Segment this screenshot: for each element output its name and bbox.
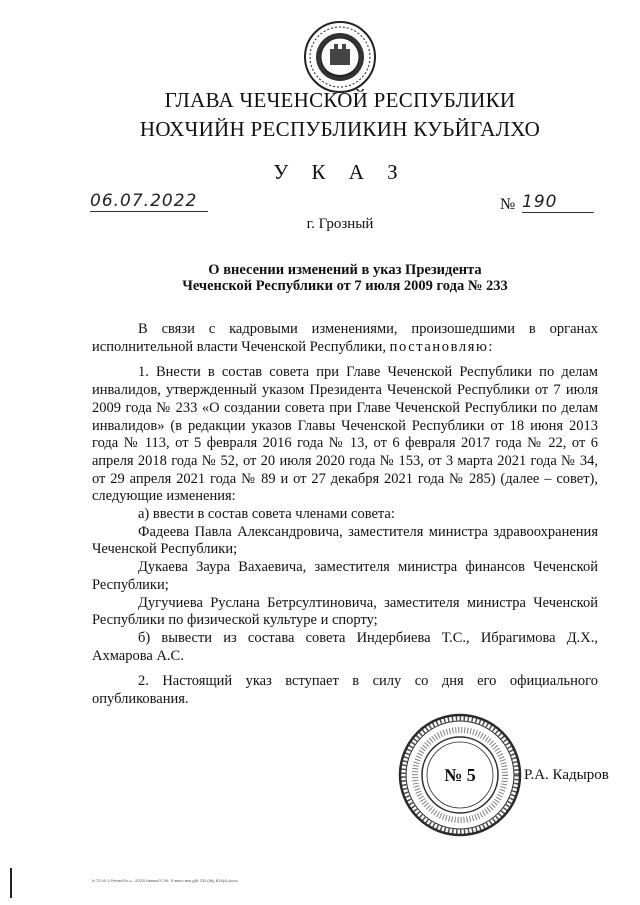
clause-1: 1. Внести в состав совета при Главе Чеченской Республики по делам инвалидов, утвержденный указом Президента Чеченской Республики от 7 июля 2009 года № 233 «О создании совета при Главе Чеченской Республики по делам инвалидов» (в редакции указов Главы Чеченской Республики от 18 июня 2013 года № 113, от 5 февраля 2016 года № 13, от 6 февраля 2017 года № 22, от 6 апреля 2018 года № 52, от 20 июля 2020 года № 153, от 3 марта 2021 года № 34, от 29 апреля 2021 года № 89 и от 27 декабря 2021 года № 285) (далее – совет), следующие изменения: [92,364,598,505]
stamp-number: № 5 [444,765,476,785]
signer-name: Р.А. Кадыров [524,767,609,783]
title-line-1: О внесении изменений в указ Президента [208,262,482,278]
header-line-2: НОХЧИЙН РЕСПУБЛИКИН КУЬЙГАЛХО [139,117,541,141]
resolve-word: постановляю: [389,338,495,355]
document-date: 06.07.2022 [90,191,208,212]
title-line-2: Чеченской Республики от 7 июля 2009 года № 233 [182,278,508,294]
member-3: Дугучиева Руслана Бетрсултиновича, заместителя министра Чеченской Республики по физической культуре и спорту; [92,594,598,629]
footer-code: N 73.40.1 Primer20r-o - 2022/1/вано/07.06. Ф.вело вер.д/В 233 (96)-В16(4)-dooc [92,878,238,883]
clause-1a: а) ввести в состав совета членами совета: [138,506,395,523]
city: г. Грозный [306,216,374,232]
intro-paragraph [92,321,598,356]
scan-edge-line [10,868,12,898]
official-stamp [397,712,523,838]
member-2: Дукаева Заура Вахаевича, заместителя министра финансов Чеченской Республики; [92,559,598,593]
clause-2: 2. Настоящий указ вступает в силу со дня его официального опубликования. [92,673,598,708]
intro-text: В связи с кадровыми изменениями, произошедшими в органах исполнительной власти Чеченской Республики, [92,321,598,355]
member-1: Фадеева Павла Александровича, заместителя министра здравоохранения Чеченской Республики; [92,523,598,558]
document-type-heading: У К А З [273,160,407,184]
clause-1b: б) вывести из состава совета Индербиева Т.С., Ибрагимова Д.Х., Ахмарова А.С. [92,629,598,664]
coat-of-arms-emblem [303,20,377,94]
number-label: № [500,196,516,213]
decree-body [92,321,598,709]
header-line-1: ГЛАВА ЧЕЧЕНСКОЙ РЕСПУБЛИКИ [164,88,516,112]
document-number: 190 [522,192,594,213]
